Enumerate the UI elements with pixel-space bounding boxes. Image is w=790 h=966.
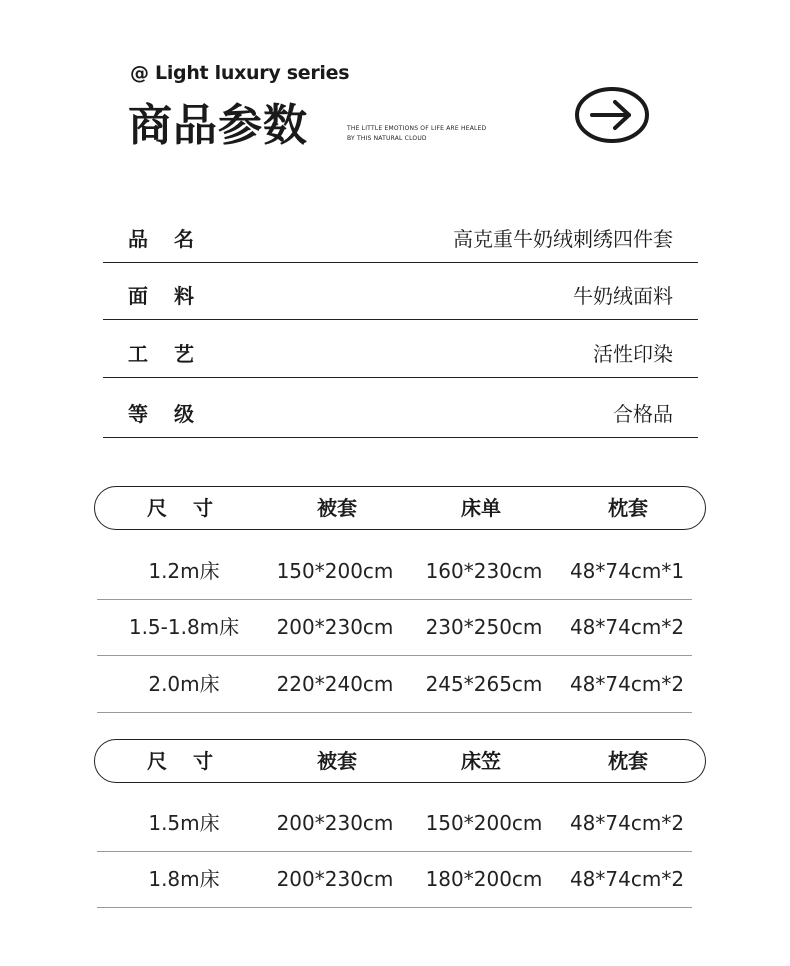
tagline-line-2: BY THIS NATURAL CLOUD [347,135,427,142]
tagline-line-1: THE LITTLE EMOTIONS OF LIFE ARE HEALED [347,125,487,132]
header-fitted-sheet: 床笠 [461,749,501,773]
cell-size: 1.8m床 [148,867,220,891]
cell-sheet: 245*265cm [425,672,543,696]
cell-pillowcase: 48*74cm*2 [569,672,685,696]
cell-size: 1.5m床 [148,811,220,835]
table-header [94,486,706,530]
header-duvet: 被套 [317,749,357,773]
header-pillowcase: 枕套 [608,749,648,773]
table-row [97,599,692,656]
tagline [347,124,486,144]
brand-series: @ Light luxury series [130,62,350,84]
param-row-fabric [103,262,698,320]
header-sheet: 床单 [461,496,501,520]
cell-duvet: 200*230cm [276,867,394,891]
param-label: 品 名 [128,227,194,251]
cell-size: 2.0m床 [148,672,220,696]
param-row-grade [103,380,698,438]
cell-duvet: 150*200cm [276,559,394,583]
cell-fitted-sheet: 150*200cm [425,811,543,835]
header-size: 尺 寸 [147,496,213,520]
param-value: 合格品 [613,402,673,426]
param-value: 牛奶绒面料 [573,284,673,308]
cell-sheet: 160*230cm [425,559,543,583]
arrow-right-circle-icon[interactable] [575,87,649,143]
cell-duvet: 200*230cm [276,615,394,639]
table-row [97,851,692,908]
table-row [97,795,692,852]
param-value: 高克重牛奶绒刺绣四件套 [453,227,673,251]
table-row [97,656,692,713]
page-title: 商品参数 [128,100,308,151]
cell-pillowcase: 48*74cm*2 [569,867,685,891]
header-size: 尺 寸 [147,749,213,773]
param-value: 活性印染 [593,342,673,366]
cell-fitted-sheet: 180*200cm [425,867,543,891]
cell-pillowcase: 48*74cm*1 [569,559,685,583]
cell-duvet: 220*240cm [276,672,394,696]
table-header [94,739,706,783]
param-label: 面 料 [128,284,194,308]
param-label: 工 艺 [128,342,194,366]
cell-size: 1.2m床 [148,559,220,583]
param-row-name [103,205,698,263]
header-duvet: 被套 [317,496,357,520]
cell-sheet: 230*250cm [425,615,543,639]
param-label: 等 级 [128,402,194,426]
table-row [97,543,692,600]
cell-duvet: 200*230cm [276,811,394,835]
cell-pillowcase: 48*74cm*2 [569,811,685,835]
cell-size: 1.5-1.8m床 [128,615,240,639]
header-pillowcase: 枕套 [608,496,648,520]
param-row-craft [103,320,698,378]
cell-pillowcase: 48*74cm*2 [569,615,685,639]
